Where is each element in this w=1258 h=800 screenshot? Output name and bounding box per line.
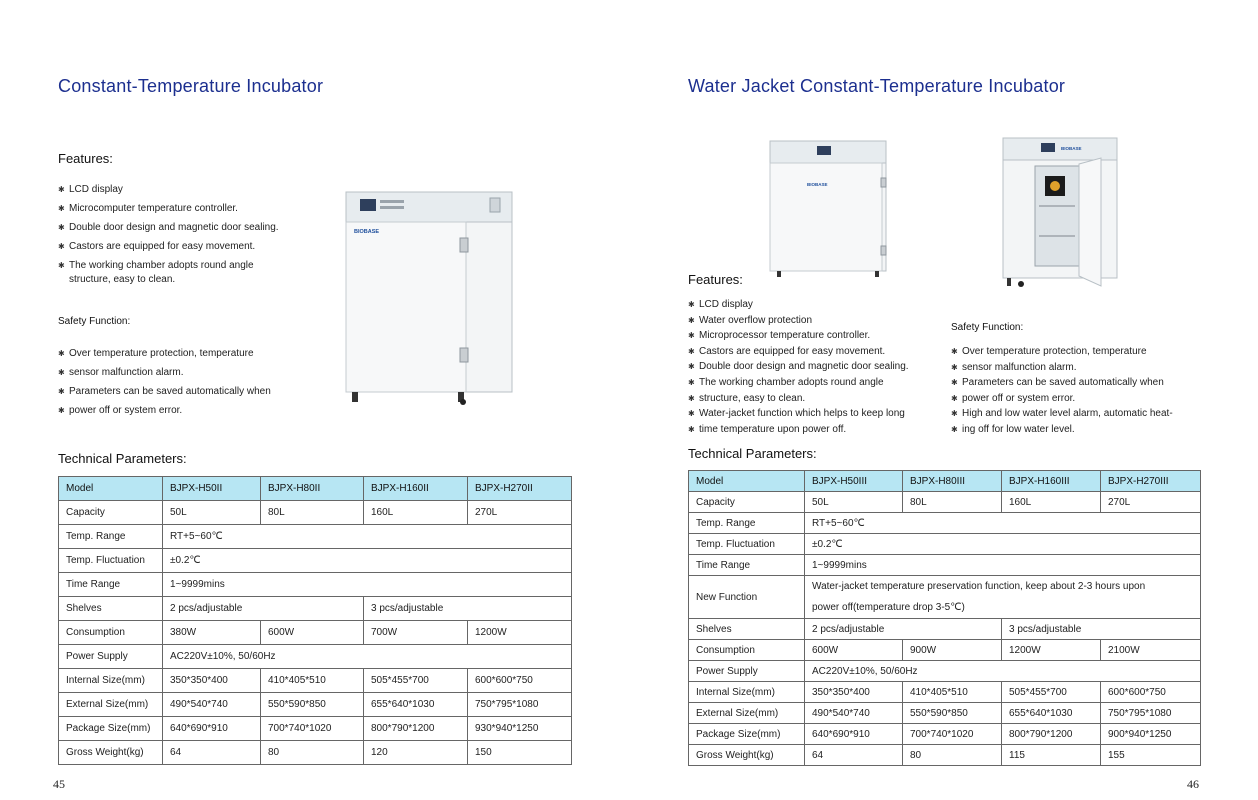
table-cell: AC220V±10%, 50/60Hz — [805, 661, 1201, 682]
table-cell: 800*790*1200 — [364, 717, 468, 741]
table-cell: 80L — [903, 492, 1002, 513]
table-row — [59, 693, 572, 717]
table-cell: 2 pcs/adjustable — [805, 619, 1002, 640]
table-cell: BJPX-H160II — [364, 477, 468, 501]
table-cell: 640*690*910 — [163, 717, 261, 741]
table-row — [689, 724, 1201, 745]
table-cell: Gross Weight(kg) — [59, 741, 163, 765]
list-item: ✱ Water-jacket function which helps to keep long — [688, 406, 909, 422]
table-row — [689, 682, 1201, 703]
new-function-line: Water-jacket temperature preservation function, keep about 2-3 hours upon — [812, 581, 1146, 592]
page-number: 45 — [53, 777, 65, 791]
table-row — [59, 597, 572, 621]
list-item — [951, 360, 1173, 376]
table-cell: Consumption — [689, 640, 805, 661]
table-cell: 1200W — [468, 621, 572, 645]
table-cell: 600W — [805, 640, 903, 661]
table-cell: Internal Size(mm) — [689, 682, 805, 703]
table-row — [689, 576, 1201, 619]
table-cell: BJPX-H80II — [261, 477, 364, 501]
table-cell: 505*455*700 — [1002, 682, 1101, 703]
list-item-continuation: power off or system error. — [962, 392, 1076, 404]
table-cell: 640*690*910 — [805, 724, 903, 745]
table-cell: Package Size(mm) — [59, 717, 163, 741]
table-cell: 160L — [1002, 492, 1101, 513]
list-item: ✱ Microprocessor temperature controller. — [688, 328, 909, 344]
table-cell: 700*740*1020 — [261, 717, 364, 741]
table-row — [59, 549, 572, 573]
table-cell: External Size(mm) — [59, 693, 163, 717]
list-item: ✱ Over temperature protection, temperature — [58, 344, 271, 363]
table-cell: 600*600*750 — [468, 669, 572, 693]
table-cell: ±0.2℃ — [163, 549, 572, 573]
left-features-continuation: structure, easy to clean. — [69, 274, 176, 285]
table-cell: 550*590*850 — [261, 693, 364, 717]
table-cell: Shelves — [689, 619, 805, 640]
table-cell: 2 pcs/adjustable — [163, 597, 364, 621]
table-cell: 50L — [163, 501, 261, 525]
list-item: ✱ Parameters can be saved automatically when — [951, 375, 1173, 391]
table-row — [689, 703, 1201, 724]
right-page-title: Water Jacket Constant-Temperature Incubator — [688, 76, 1066, 96]
right-tech-heading: Technical Parameters: — [688, 446, 817, 461]
brand-logo-text: BIOBASE — [807, 182, 828, 187]
table-cell: 800*790*1200 — [1002, 724, 1101, 745]
table-cell: Model — [59, 477, 163, 501]
table-cell: 2100W — [1101, 640, 1201, 661]
list-item: ✱ Double door design and magnetic door sealing. — [58, 218, 279, 237]
table-row — [59, 645, 572, 669]
table-cell: Package Size(mm) — [689, 724, 805, 745]
table-cell: BJPX-H160III — [1002, 471, 1101, 492]
table-cell: Capacity — [689, 492, 805, 513]
table-cell: RT+5~60℃ — [805, 513, 1201, 534]
table-cell: 120 — [364, 741, 468, 765]
table-cell: AC220V±10%, 50/60Hz — [163, 645, 572, 669]
table-row — [689, 471, 1201, 492]
list-item: ✱ Castors are equipped for easy movement. — [58, 237, 279, 256]
water-jacket-incubator-open-image — [1001, 136, 1121, 296]
table-cell: BJPX-H270III — [1101, 471, 1201, 492]
table-cell: External Size(mm) — [689, 703, 805, 724]
list-item — [688, 391, 909, 407]
page-number: 46 — [1187, 777, 1199, 791]
table-cell: 600W — [261, 621, 364, 645]
table-cell: 490*540*740 — [805, 703, 903, 724]
left-spec-table — [58, 476, 572, 765]
table-cell: 550*590*850 — [903, 703, 1002, 724]
right-safety-list — [951, 344, 1173, 438]
right-features-heading: Features: — [688, 272, 743, 287]
table-cell: 64 — [163, 741, 261, 765]
table-row — [59, 717, 572, 741]
table-cell: ±0.2℃ — [805, 534, 1201, 555]
table-row — [689, 745, 1201, 766]
right-page — [629, 0, 1258, 800]
list-item — [951, 422, 1173, 438]
brand-logo-text: BIOBASE — [1061, 146, 1082, 151]
table-cell: 750*795*1080 — [1101, 703, 1201, 724]
right-safety-heading: Safety Function: — [951, 322, 1024, 333]
right-features-list — [688, 297, 909, 437]
left-safety-list — [58, 344, 271, 420]
table-cell: Temp. Fluctuation — [59, 549, 163, 573]
brand-logo-text: BIOBASE — [354, 229, 380, 235]
left-features-heading: Features: — [58, 151, 113, 166]
table-cell: Power Supply — [59, 645, 163, 669]
table-row — [689, 555, 1201, 576]
left-page-title: Constant-Temperature Incubator — [58, 76, 324, 96]
table-cell: 700W — [364, 621, 468, 645]
table-cell: New Function — [689, 576, 805, 619]
table-cell: 80 — [903, 745, 1002, 766]
left-safety-heading: Safety Function: — [58, 316, 131, 327]
table-cell: 410*405*510 — [261, 669, 364, 693]
list-item: ✱ The working chamber adopts round angle — [688, 375, 909, 391]
table-cell: 1200W — [1002, 640, 1101, 661]
table-row — [59, 525, 572, 549]
table-cell: 3 pcs/adjustable — [364, 597, 572, 621]
list-item-continuation: power off or system error. — [69, 405, 183, 416]
table-cell: 900*940*1250 — [1101, 724, 1201, 745]
table-cell: 3 pcs/adjustable — [1002, 619, 1201, 640]
table-cell: Time Range — [689, 555, 805, 576]
table-cell: 655*640*1030 — [364, 693, 468, 717]
table-cell: Consumption — [59, 621, 163, 645]
table-cell: 930*940*1250 — [468, 717, 572, 741]
list-item: ✱ High and low water level alarm, automatic heat- — [951, 406, 1173, 422]
table-cell: 655*640*1030 — [1002, 703, 1101, 724]
table-row — [59, 573, 572, 597]
table-cell: Temp. Fluctuation — [689, 534, 805, 555]
table-cell: Internal Size(mm) — [59, 669, 163, 693]
right-spec-table — [688, 470, 1201, 766]
list-item: ✱ LCD display — [58, 180, 279, 199]
incubator-product-image — [340, 188, 520, 406]
table-cell: 160L — [364, 501, 468, 525]
table-cell: 80L — [261, 501, 364, 525]
list-item — [58, 401, 271, 420]
table-row — [689, 534, 1201, 555]
table-cell: Temp. Range — [689, 513, 805, 534]
list-item: ✱ Parameters can be saved automatically when — [58, 382, 271, 401]
table-cell: 505*455*700 — [364, 669, 468, 693]
list-item: ✱ The working chamber adopts round angle — [58, 256, 279, 275]
table-cell: 900W — [903, 640, 1002, 661]
list-item: ✱ Castors are equipped for easy movement. — [688, 344, 909, 360]
table-cell: 155 — [1101, 745, 1201, 766]
new-function-line: power off(temperature drop 3-5℃) — [812, 602, 965, 613]
list-item: ✱ Over temperature protection, temperature — [951, 344, 1173, 360]
table-cell: BJPX-H80III — [903, 471, 1002, 492]
table-cell: Capacity — [59, 501, 163, 525]
table-cell: 1~9999mins — [163, 573, 572, 597]
list-item: ✱ Water overflow protection — [688, 313, 909, 329]
list-item: ✱ LCD display — [688, 297, 909, 313]
table-cell: 270L — [468, 501, 572, 525]
list-item-continuation: time temperature upon power off. — [699, 423, 847, 435]
table-row — [689, 492, 1201, 513]
table-cell: Model — [689, 471, 805, 492]
table-cell: BJPX-H270II — [468, 477, 572, 501]
table-cell: 700*740*1020 — [903, 724, 1002, 745]
table-row — [59, 669, 572, 693]
table-row — [689, 640, 1201, 661]
list-item — [58, 363, 271, 382]
table-cell: 490*540*740 — [163, 693, 261, 717]
table-row — [59, 477, 572, 501]
left-tech-heading: Technical Parameters: — [58, 451, 187, 466]
list-item — [688, 422, 909, 438]
table-cell: Temp. Range — [59, 525, 163, 549]
list-item-continuation: structure, easy to clean. — [699, 392, 806, 404]
table-cell: 64 — [805, 745, 903, 766]
table-cell: 750*795*1080 — [468, 693, 572, 717]
table-cell: Shelves — [59, 597, 163, 621]
table-cell: 80 — [261, 741, 364, 765]
table-cell — [805, 576, 1201, 619]
table-cell: 350*350*400 — [163, 669, 261, 693]
list-item-continuation: ing off for low water level. — [962, 423, 1075, 435]
water-jacket-incubator-closed-image — [767, 138, 891, 278]
table-row — [59, 741, 572, 765]
list-item: ✱ Double door design and magnetic door sealing. — [688, 359, 909, 375]
table-cell: RT+5~60℃ — [163, 525, 572, 549]
table-cell: Power Supply — [689, 661, 805, 682]
table-row — [59, 621, 572, 645]
table-cell: 380W — [163, 621, 261, 645]
table-cell: 270L — [1101, 492, 1201, 513]
table-cell: 350*350*400 — [805, 682, 903, 703]
table-row — [689, 619, 1201, 640]
table-cell: 410*405*510 — [903, 682, 1002, 703]
table-cell: 600*600*750 — [1101, 682, 1201, 703]
table-cell: BJPX-H50II — [163, 477, 261, 501]
list-item: ✱ Microcomputer temperature controller. — [58, 199, 279, 218]
table-cell: 150 — [468, 741, 572, 765]
list-item-continuation: sensor malfunction alarm. — [69, 367, 184, 378]
table-cell: Time Range — [59, 573, 163, 597]
table-cell: 50L — [805, 492, 903, 513]
table-row — [689, 513, 1201, 534]
table-row — [689, 661, 1201, 682]
table-cell: BJPX-H50III — [805, 471, 903, 492]
table-cell: 1~9999mins — [805, 555, 1201, 576]
table-row — [59, 501, 572, 525]
table-cell: Gross Weight(kg) — [689, 745, 805, 766]
list-item — [951, 391, 1173, 407]
list-item-continuation: sensor malfunction alarm. — [962, 361, 1077, 373]
table-cell: 115 — [1002, 745, 1101, 766]
left-features-list — [58, 180, 279, 275]
